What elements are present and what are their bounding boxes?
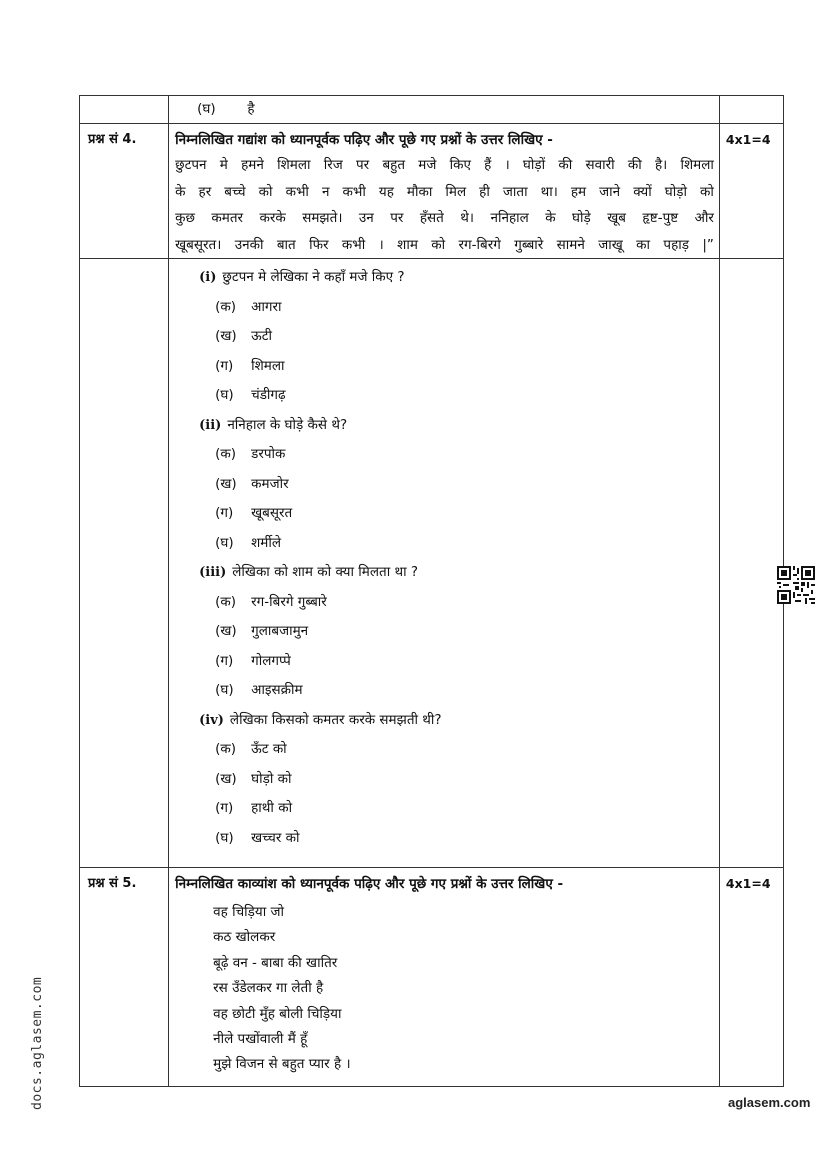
option-i-gha: (घ) चंडीगढ़ — [215, 387, 286, 403]
option-ii-gha: (घ) शर्मीले — [215, 534, 282, 551]
subquestion-iii: (iii) लेखिका को शाम को क्या मिलता था ? — [199, 564, 419, 580]
q5-row — [80, 868, 784, 1087]
poem-line: रस उँडेलकर गा लेती है — [213, 980, 324, 997]
side-watermark: docs.aglasem.com — [30, 976, 45, 1110]
option-iv-gha: (घ) खच्चर को — [215, 829, 300, 846]
option-ii-ka: (क) डरपोक — [215, 446, 286, 462]
carry-over-row — [80, 96, 784, 124]
question-table — [79, 95, 784, 1087]
option-ii-kha: (ख) कमजोर — [215, 475, 289, 492]
q4-passage — [169, 150, 719, 258]
poem-line: नीले पखोंवाली मैं हूँ — [213, 1030, 308, 1047]
q5-marks: 4x1=4 — [725, 876, 771, 891]
subquestion-ii: (ii) ननिहाल के घोड़े कैसे थे? — [199, 416, 348, 433]
q4-marks: 4x1=4 — [725, 132, 771, 147]
poem-line: मुझे विजन से बहुत प्यार है । — [213, 1056, 351, 1073]
option-i-kha: (ख) ऊटी — [215, 328, 273, 344]
option-iii-ga: (ग) गोलगप्पे — [215, 652, 291, 669]
option-iii-kha: (ख) गुलाबजामुन — [215, 623, 309, 639]
subquestion-i: (i) छुटपन मे लेखिका ने कहाँ मजे किए ? — [199, 269, 405, 285]
poem-line: कठ खोलकर — [213, 929, 276, 946]
q4-heading: निम्नलिखित गद्यांश को ध्यानपूर्वक पढ़िए और पूछे गए प्रश्नों के उत्तर लिखिए - — [175, 132, 553, 148]
footer-brand[interactable]: aglasem.com — [728, 1095, 811, 1110]
option-iii-gha: (घ) आइसक्रीम — [215, 682, 303, 698]
passage-line: खूबसूरत। उनकी बात फिर कभी । शाम को रग-बिरगे गुब्बारे सामने जाखू का पहाड़ |” — [175, 236, 714, 253]
option-iv-ka: (क) ऊँट को — [215, 741, 287, 757]
option-iii-ka: (क) रग-बिरगे गुब्बारे — [215, 593, 327, 610]
q5-number: प्रश्न सं 5. — [88, 876, 137, 891]
option-iv-ga: (ग) हाथी को — [215, 800, 293, 816]
subquestion-iv: (iv) लेखिका किसको कमतर करके समझती थी? — [199, 711, 442, 728]
q4-passage-row — [80, 124, 784, 259]
poem-line: बूढ़े वन - बाबा की खातिर — [213, 954, 338, 971]
qr-code-icon[interactable] — [777, 566, 815, 604]
q4-number: प्रश्न सं 4. — [88, 132, 137, 147]
q4-subquestions — [169, 259, 719, 867]
option-i-ka: (क) आगरा — [215, 298, 282, 315]
passage-line: छुटपन मे हमने शिमला रिज पर बहुत मजे किए हैं । घोड़ों की सवारी की है। शिमला — [175, 157, 714, 173]
option-iv-kha: (ख) घोड़ो को — [215, 770, 292, 787]
poem-line: वह छोटी मुँह बोली चिड़िया — [213, 1005, 342, 1022]
poem-line: वह चिड़िया जो — [213, 904, 285, 920]
passage-line: कुछ कमतर करके समझते। उन पर हँसते थे। ननिहाल के घोड़े खूब हृष्ट-पुष्ट और — [175, 210, 714, 226]
q4-mcq-row — [80, 259, 784, 868]
q5-heading: निम्नलिखित काव्यांश को ध्यानपूर्वक पढ़िए और पूछे गए प्रश्नों के उत्तर लिखिए - — [175, 876, 564, 892]
option-i-ga: (ग) शिमला — [215, 357, 285, 374]
q5-poem — [169, 894, 719, 1086]
option-label: (घ) — [197, 101, 216, 117]
passage-line: के हर बच्चे को कभी न कभी यह मौका मिल ही जाता था। हम जाने क्यों घोड़ो को — [175, 183, 714, 200]
option-ii-ga: (ग) खूबसूरत — [215, 505, 293, 521]
option-text: है — [247, 101, 255, 117]
carry-over-option — [169, 96, 719, 123]
